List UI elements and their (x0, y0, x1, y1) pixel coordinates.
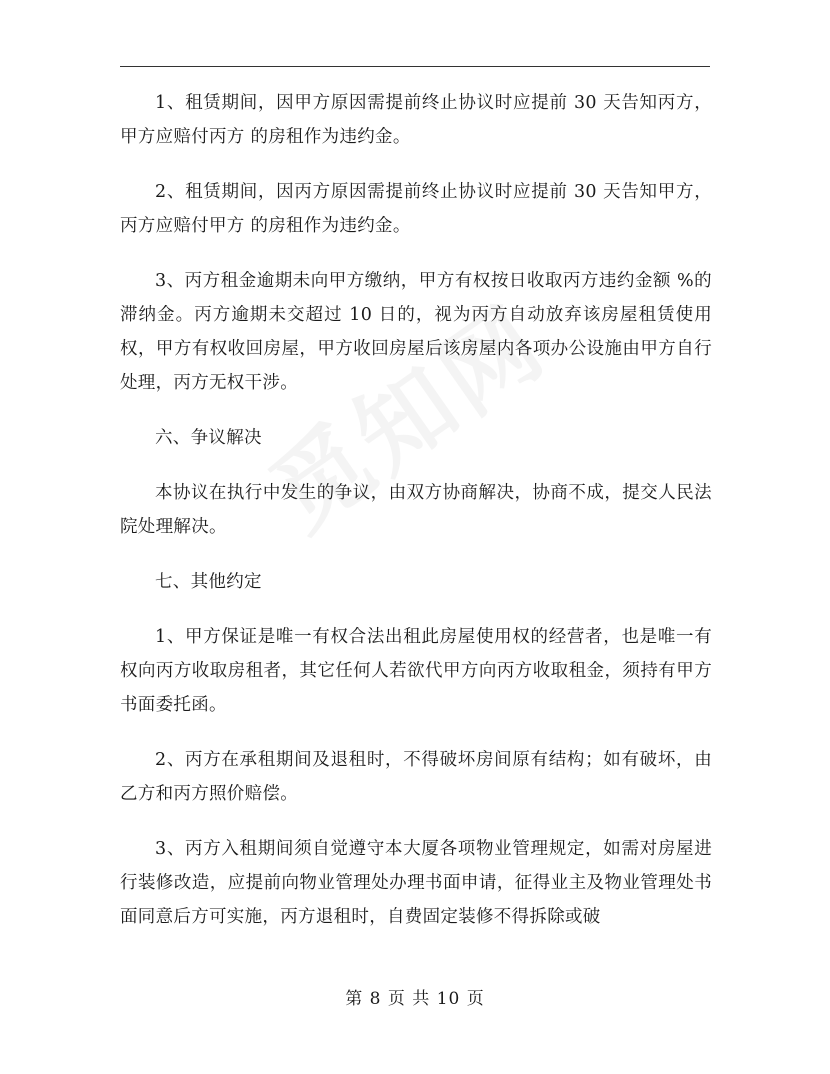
header-rule (120, 66, 710, 67)
section-heading-dispute: 六、争议解决 (155, 428, 262, 448)
page-number-footer: 第 8 页 共 10 页 (345, 989, 485, 1009)
paragraph-other-1: 1、甲方保证是唯一有权合法出租此房屋使用权的经营者，也是唯一有权向丙方收取房租者，其它任何人若欲代甲方向丙方收取租金，须持有甲方书面委托函。 (120, 627, 712, 715)
paragraph-clause-3: 3、丙方租金逾期未向甲方缴纳，甲方有权按日收取丙方违约金额 %的滞纳金。丙方逾期未交超过 10 日的，视为丙方自动放弃该房屋租赁使用权，甲方有权收回房屋，甲方收回房屋后该房屋内各项办公设施由甲方自行处理，丙方无权干涉。 (120, 271, 712, 393)
paragraph-clause-1: 1、租赁期间，因甲方原因需提前终止协议时应提前 30 天告知丙方，甲方应赔付丙方 的房租作为违约金。 (120, 93, 712, 147)
section-heading-other: 七、其他约定 (155, 572, 262, 592)
document-body (120, 86, 712, 955)
paragraph-other-3: 3、丙方入租期间须自觉遵守本大厦各项物业管理规定，如需对房屋进行装修改造，应提前向物业管理处办理书面申请，征得业主及物业管理处书面同意后方可实施，丙方退租时，自费固定装修不得拆除或破 (120, 839, 712, 927)
paragraph-dispute: 本协议在执行中发生的争议，由双方协商解决，协商不成，提交人民法院处理解决。 (120, 483, 712, 537)
paragraph-other-2: 2、丙方在承租期间及退租时，不得破坏房间原有结构；如有破坏，由乙方和丙方照价赔偿。 (120, 750, 712, 804)
paragraph-clause-2: 2、租赁期间，因丙方原因需提前终止协议时应提前 30 天告知甲方，丙方应赔付甲方 的房租作为违约金。 (120, 182, 712, 236)
